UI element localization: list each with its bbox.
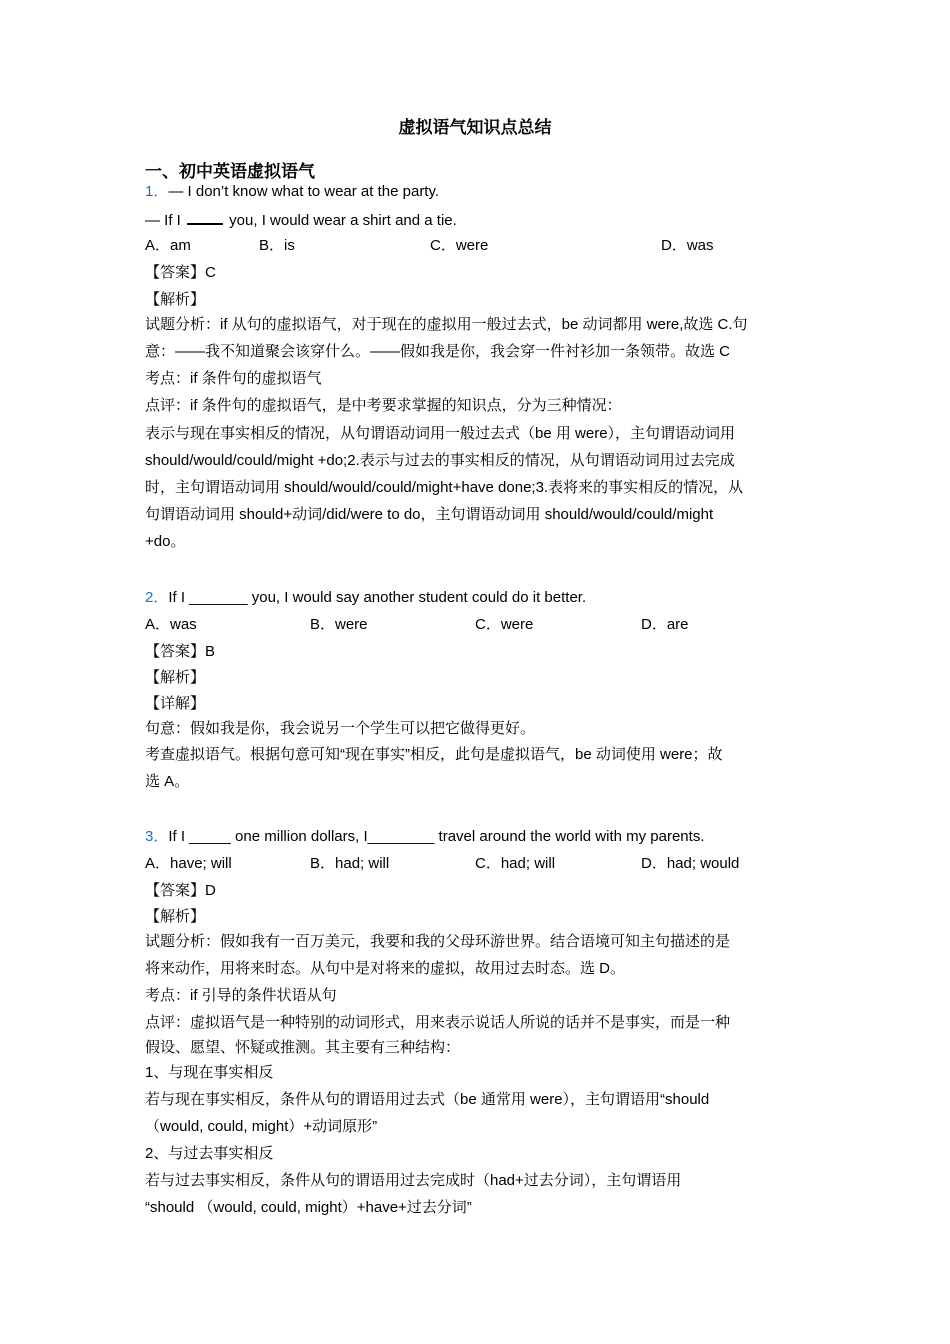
- question-number: 2．: [145, 589, 169, 606]
- question-number: 1．: [145, 183, 169, 200]
- q1-option-a: A．am: [145, 237, 191, 254]
- q3-stem-text: If I _____ one million dollars, I________ travel around the world with my parents.: [168, 828, 705, 845]
- q1-analysis-line: 试题分析：if 从句的虚拟语气，对于现在的虚拟用一般过去式，be 动词都用 were,故选 C.句: [145, 316, 748, 333]
- q1-option-d: D．was: [661, 237, 714, 254]
- q3-analysis-label: 【解析】: [145, 908, 206, 925]
- q1-option-c: C．were: [430, 237, 489, 254]
- q3-option-c: C．had; will: [475, 855, 556, 872]
- q3-option-a: A．have; will: [145, 855, 232, 872]
- q3-analysis-line: 试题分析：假如我有一百万美元，我要和我的父母环游世界。结合语境可知主句描述的是: [145, 933, 731, 950]
- q3-analysis-line: 若与现在事实相反，条件从句的谓语用过去式（be 通常用 were），主句谓语用“should: [145, 1091, 710, 1108]
- q3-analysis-line: 考点：if 引导的条件状语从句: [145, 987, 337, 1004]
- q3-analysis-line: 若与过去事实相反，条件从句的谓语用过去完成时（had+过去分词），主句谓语用: [145, 1172, 682, 1189]
- question-number: 3．: [145, 828, 169, 845]
- q1-analysis-line: +do。: [145, 533, 186, 550]
- q2-analysis-line: 选 A。: [145, 773, 190, 790]
- q2-option-b: B．were: [310, 616, 368, 633]
- q2-answer: 【答案】B: [145, 643, 216, 660]
- q1-analysis-line: 点评：if 条件句的虚拟语气，是中考要求掌握的知识点，分为三种情况：: [145, 397, 622, 414]
- q1-analysis-label: 【解析】: [145, 291, 206, 308]
- answer-blank: [187, 209, 223, 225]
- q1-analysis-line: should/would/could/might +do;2.表示与过去的事实相反的情况，从句谓语动词用过去完成: [145, 452, 735, 469]
- q1-analysis-line: 考点：if 条件句的虚拟语气: [145, 370, 322, 387]
- q1-analysis-line: 时，主句谓语动词用 should/would/could/might+have done;3.表将来的事实相反的情况，从: [145, 479, 744, 496]
- q2-option-a: A．was: [145, 616, 197, 633]
- section-heading: 一、初中英语虚拟语气: [145, 162, 315, 181]
- q1-stem-part: you, I would wear a shirt and a tie.: [225, 212, 457, 229]
- q3-analysis-line: 点评：虚拟语气是一种特别的动词形式，用来表示说话人所说的话并不是事实，而是一种: [145, 1014, 731, 1031]
- q3-option-d: D．had; would: [641, 855, 740, 872]
- q3-analysis-line: 假设、愿望、怀疑或推测。其主要有三种结构：: [145, 1039, 461, 1056]
- q1-analysis-line: 意：——我不知道聚会该穿什么。——假如我是你，我会穿一件衬衫加一条领带。故选 C: [145, 343, 731, 360]
- q2-detail-label: 【详解】: [145, 695, 206, 712]
- q3-analysis-line: 2、与过去事实相反: [145, 1145, 274, 1162]
- q1-analysis-line: 表示与现在事实相反的情况，从句谓语动词用一般过去式（be 用 were），主句谓语动词用: [145, 425, 736, 442]
- document-title: 虚拟语气知识点总结: [398, 118, 552, 137]
- q1-stem-text: — I don’t know what to wear at the party.: [168, 183, 440, 200]
- q2-stem-text: If I _______ you, I would say another student could do it better.: [168, 589, 587, 606]
- q2-analysis-line: 考查虚拟语气。根据句意可知“现在事实”相反，此句是虚拟语气，be 动词使用 were；故: [145, 746, 723, 763]
- q1-analysis-line: 句谓语动词用 should+动词/did/were to do，主句谓语动词用 should/would/could/might: [145, 506, 714, 523]
- q1-answer: 【答案】C: [145, 264, 216, 281]
- q1-option-b: B．is: [259, 237, 295, 254]
- q3-analysis-line: 将来动作，用将来时态。从句中是对将来的虚拟，故用过去时态。选 D。: [145, 960, 626, 977]
- q3-option-b: B．had; will: [310, 855, 390, 872]
- q3-analysis-line: “should （would, could, might）+have+过去分词”: [145, 1199, 472, 1216]
- q3-analysis-line: （would, could, might）+动词原形”: [145, 1118, 378, 1135]
- q2-option-d: D．are: [641, 616, 689, 633]
- q1-stem-line1: [145, 182, 439, 202]
- q2-analysis-label: 【解析】: [145, 669, 206, 686]
- q1-stem-part: — If I: [145, 212, 186, 229]
- q2-option-c: C．were: [475, 616, 534, 633]
- q3-answer: 【答案】D: [145, 882, 216, 899]
- q3-stem: [145, 827, 704, 847]
- q2-stem: [145, 588, 586, 608]
- q3-analysis-line: 1、与现在事实相反: [145, 1064, 274, 1081]
- q2-analysis-line: 句意：假如我是你，我会说另一个学生可以把它做得更好。: [145, 720, 536, 737]
- q1-stem-line2: [145, 209, 457, 231]
